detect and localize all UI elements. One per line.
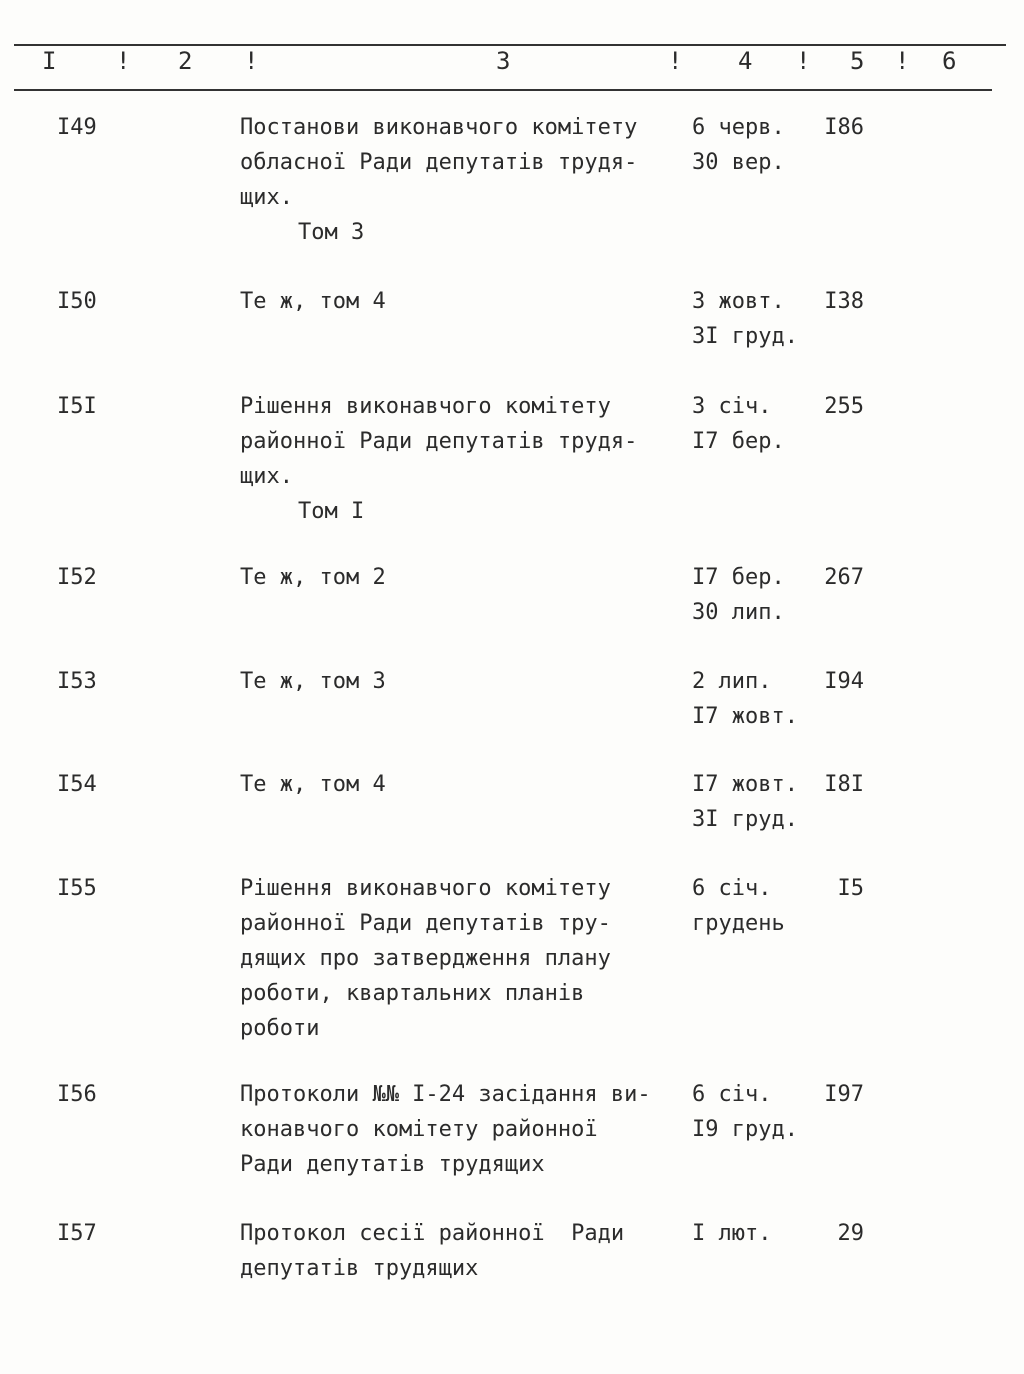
title-line: Те ж, том 4 <box>240 772 386 797</box>
header-col-2: 2 <box>178 47 193 75</box>
record-title <box>240 871 685 1046</box>
header-separator: ! <box>668 47 683 75</box>
volume-label: Том 3 <box>298 220 365 245</box>
date-start: I7 бер. <box>692 565 785 590</box>
record-number: I53 <box>57 669 97 694</box>
record-number: I49 <box>57 115 97 140</box>
header-separator: ! <box>796 47 811 75</box>
header-separator: ! <box>244 47 259 75</box>
header-col-1: I <box>42 47 57 75</box>
title-line: Рішення виконавчого комітету <box>240 394 611 419</box>
record-number: I52 <box>57 565 97 590</box>
title-line: депутатів трудящих <box>240 1256 479 1281</box>
title-line: Постанови виконавчого комітету <box>240 115 638 140</box>
date-end: грудень <box>692 911 785 936</box>
record-dates <box>692 389 812 459</box>
record-number: I54 <box>57 772 97 797</box>
title-line: Ради депутатів трудящих <box>240 1152 545 1177</box>
date-end: I7 жовт. <box>692 704 798 729</box>
date-start: I лют. <box>692 1221 772 1246</box>
record-dates <box>692 110 812 180</box>
date-end: 3I груд. <box>692 324 798 349</box>
record-number: I57 <box>57 1221 97 1246</box>
header-col-5: 5 <box>850 47 865 75</box>
title-line: обласної Ради депутатів трудя- <box>240 150 638 175</box>
title-line: Те ж, том 3 <box>240 669 386 694</box>
title-line: Протокол сесії районної Ради <box>240 1221 625 1246</box>
record-dates <box>692 284 812 354</box>
title-line: роботи, квартальних планів <box>240 981 585 1006</box>
title-line: районної Ради депутатів трудя- <box>240 429 638 454</box>
sheet-count: I97 <box>824 1082 864 1107</box>
record-title <box>240 560 685 595</box>
sheet-count: I86 <box>824 115 864 140</box>
date-start: 2 лип. <box>692 669 772 694</box>
sheet-count: I94 <box>824 669 864 694</box>
sheet-count: I38 <box>824 289 864 314</box>
record-title <box>240 389 685 529</box>
header-bottom-rule <box>14 89 992 91</box>
date-start: 3 січ. <box>692 394 772 419</box>
title-line: Протоколи №№ I-24 засідання ви- <box>240 1082 651 1107</box>
record-title <box>240 284 685 319</box>
title-line: щих. <box>240 464 293 489</box>
title-line: конавчого комітету районної <box>240 1117 598 1142</box>
record-title <box>240 664 685 699</box>
date-start: I7 жовт. <box>692 772 798 797</box>
sheet-count: I5 <box>837 876 864 901</box>
date-end: 30 вер. <box>692 150 785 175</box>
date-start: 6 січ. <box>692 1082 772 1107</box>
date-end: 30 лип. <box>692 600 785 625</box>
record-dates <box>692 767 812 837</box>
record-number: I55 <box>57 876 97 901</box>
volume-label: Том I <box>298 499 365 524</box>
record-title <box>240 1077 685 1182</box>
header-col-4: 4 <box>738 47 753 75</box>
sheet-count: I8I <box>824 772 864 797</box>
sheet-count: 267 <box>824 565 864 590</box>
title-line: Те ж, том 4 <box>240 289 386 314</box>
header-col-3: 3 <box>496 47 511 75</box>
record-dates <box>692 664 812 734</box>
title-line: Рішення виконавчого комітету <box>240 876 611 901</box>
record-number: I5I <box>57 394 97 419</box>
date-start: 6 черв. <box>692 115 785 140</box>
title-line: роботи <box>240 1016 320 1041</box>
title-line: щих. <box>240 185 293 210</box>
date-end: I9 груд. <box>692 1117 798 1142</box>
sheet-count: 255 <box>824 394 864 419</box>
header-col-6: 6 <box>942 47 957 75</box>
record-number: I56 <box>57 1082 97 1107</box>
sheet-count: 29 <box>837 1221 864 1246</box>
title-line: районної Ради депутатів тру- <box>240 911 611 936</box>
record-dates <box>692 1077 812 1147</box>
record-dates <box>692 1216 812 1251</box>
date-start: 3 жовт. <box>692 289 785 314</box>
record-title <box>240 110 685 250</box>
header-separator: ! <box>116 47 131 75</box>
date-start: 6 січ. <box>692 876 772 901</box>
record-title <box>240 767 685 802</box>
header-separator: ! <box>895 47 910 75</box>
title-line: Те ж, том 2 <box>240 565 386 590</box>
title-line: дящих про затвердження плану <box>240 946 611 971</box>
date-end: 3I груд. <box>692 807 798 832</box>
record-dates <box>692 871 812 941</box>
date-end: I7 бер. <box>692 429 785 454</box>
record-title <box>240 1216 685 1286</box>
record-number: I50 <box>57 289 97 314</box>
record-dates <box>692 560 812 630</box>
